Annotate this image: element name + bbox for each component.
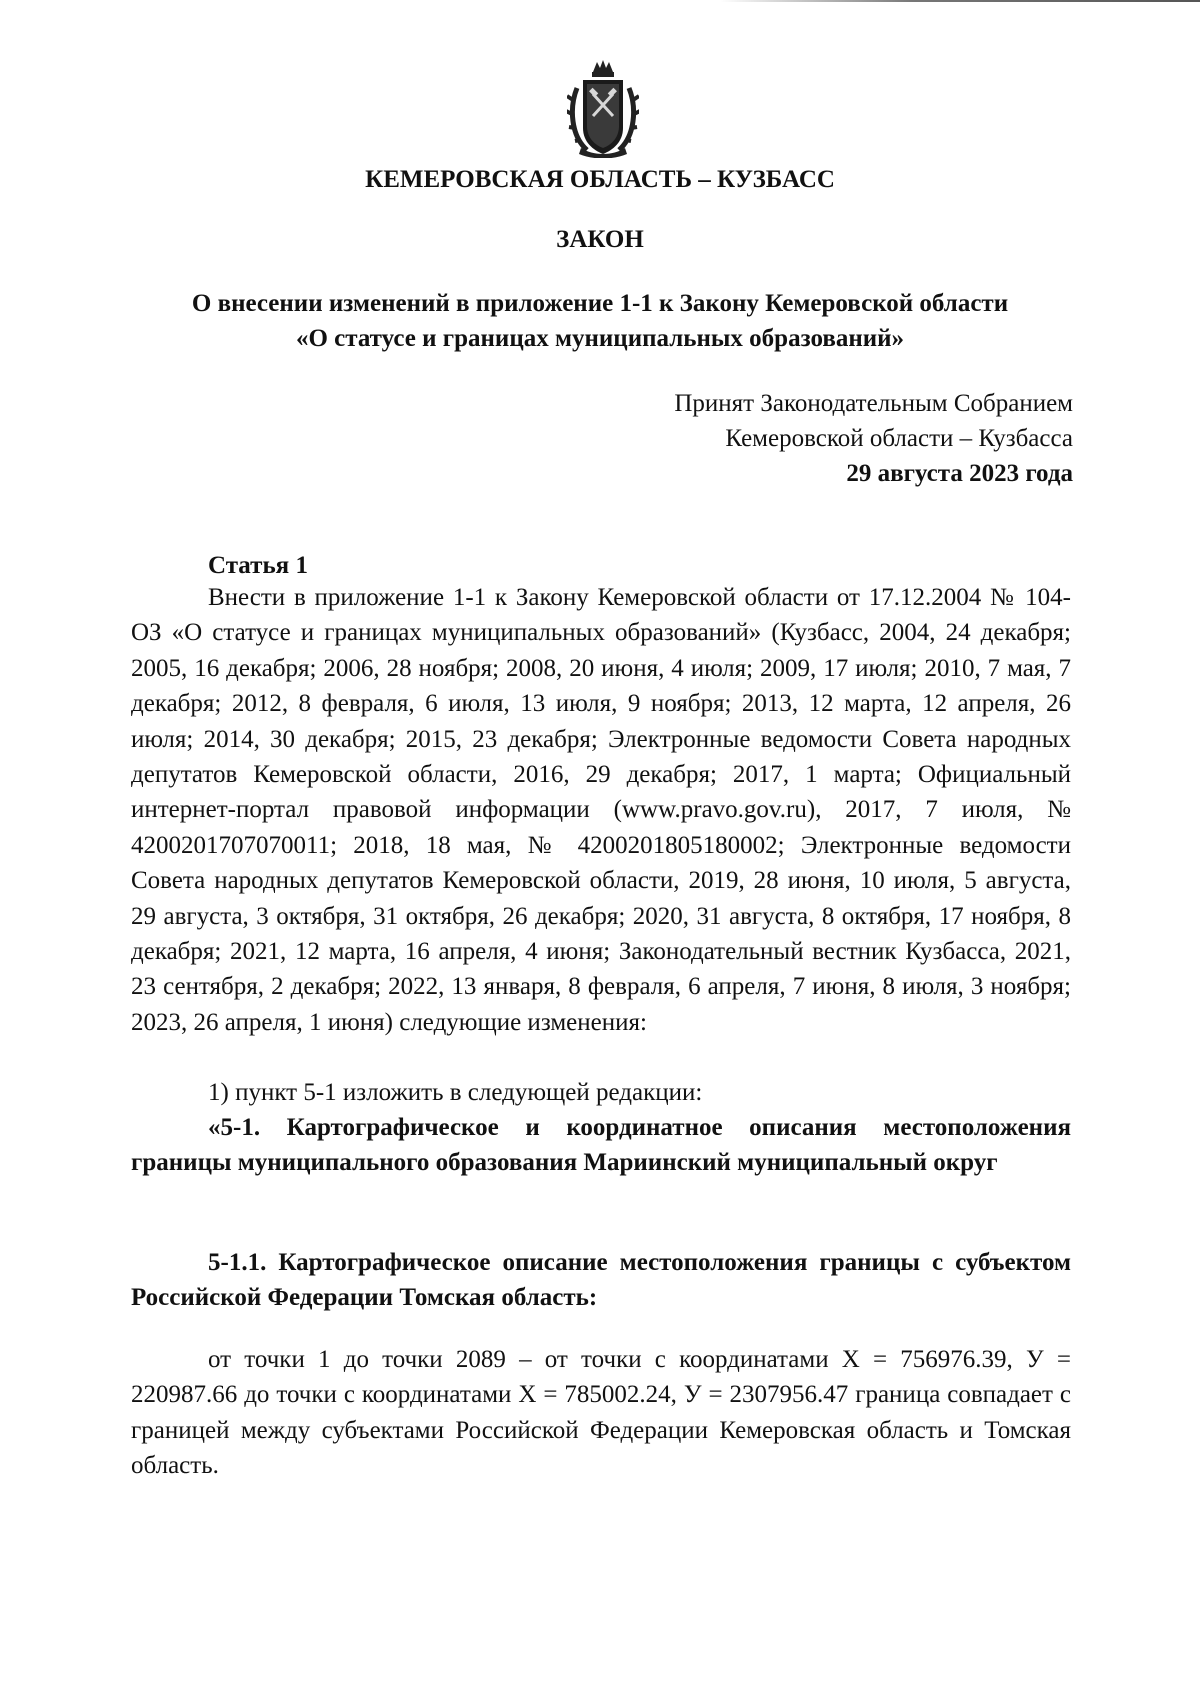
coat-of-arms-icon: [567, 58, 639, 158]
section-5-1-1-heading: [131, 1245, 1071, 1316]
amendment-item-1: [131, 1075, 1071, 1110]
section-5-1-heading: [131, 1110, 1071, 1181]
law-title-line-1: О внесении изменений в приложение 1-1 к Закону Кемеровской области: [191, 290, 1009, 317]
section-5-1-text: «5-1. Картографическое и координатное описания местоположения границы муниципального образования Мариинский муниципальный округ: [131, 1114, 1071, 1177]
adoption-date: 29 августа 2023 года: [846, 460, 1073, 487]
adoption-line-1: Принят Законодательным Собранием: [674, 390, 1073, 417]
article-main-paragraph: [131, 580, 1071, 1040]
section-5-1-1-text: 5-1.1. Картографическое описание местоположения границы с субъектом Российской Федерации Томская область:: [131, 1249, 1071, 1312]
scan-edge-line: [720, 0, 1200, 2]
item-1-text: 1) пункт 5-1 изложить в следующей редакции:: [208, 1079, 703, 1106]
main-paragraph-text: Внести в приложение 1-1 к Закону Кемеровской области от 17.12.2004 № 104-ОЗ «О статусе и границах муниципальных образований» (Кузбасс, 2004, 24 декабря; 2005, 16 декабря; 2006, 28 ноября; 2008, 20 июня, 4 июля; 2009, 17 июля; 2010, 7 мая, 7 декабря; 2012, 8 февраля, 6 июля, 13 июля, 9 ноября; 2013, 12 марта, 12 апреля, 26 июля; 2014, 30 декабря; 2015, 23 декабря; Электронные ведомости Совета народных депутатов Кемеровской области, 2016, 29 декабря; 2017, 1 марта; Официальный интернет-портал правовой информации (www.pravo.gov.ru), 2017, 7 июля, № 4200201707070011; 2018, 18 мая, № 4200201805180002; Электронные ведомости Совета народных депутатов Кемеровской области, 2019, 28 июня, 10 июля, 5 августа, 29 августа, 3 октября, 31 октября, 26 декабря; 2020, 31 августа, 8 октября, 17 ноября, 8 декабря; 2021, 12 марта, 16 апреля, 4 июня; Законодательный вестник Кузбасса, 2021, 23 сентября, 2 декабря; 2022, 13 января, 8 февраля, 6 апреля, 7 июня, 8 июля, 3 ноября; 2023, 26 апреля, 1 июня) следующие изменения:: [131, 584, 1071, 1036]
law-title-line-2: «О статусе и границах муниципальных образований»: [295, 325, 905, 352]
article-heading: Статья 1: [208, 552, 308, 579]
document-type: ЗАКОН: [556, 226, 644, 253]
region-name: КЕМЕРОВСКАЯ ОБЛАСТЬ – КУЗБАСС: [365, 166, 835, 193]
boundary-description: [131, 1342, 1071, 1484]
boundary-description-text: от точки 1 до точки 2089 – от точки с координатами Х = 756976.39, У = 220987.66 до точки с координатами Х = 785002.24, У = 2307956.47 граница совпадает с границей между субъектами Российской Федерации Кемеровская область и Томская область.: [131, 1346, 1071, 1480]
adoption-line-2: Кемеровской области – Кузбасса: [725, 425, 1073, 452]
